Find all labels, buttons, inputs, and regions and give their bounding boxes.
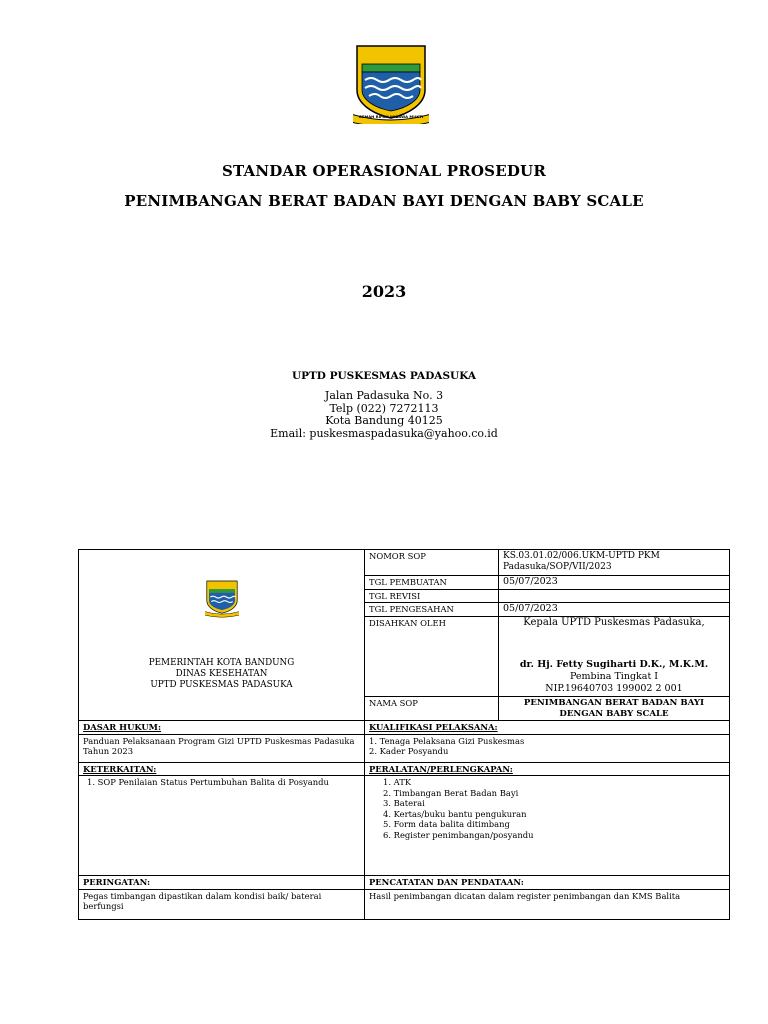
nomor-sop-value: KS.03.01.02/006.UKM-UPTD PKM Padasuka/SOP/VII/2023 <box>499 550 730 576</box>
keterkaitan-text: 1. SOP Penilaian Status Pertumbuhan Balita di Posyandu <box>87 777 329 787</box>
sop-table <box>78 549 730 920</box>
institution-line1: PEMERINTAH KOTA BANDUNG <box>148 658 295 668</box>
tgl-pengesahan-value: 05/07/2023 <box>499 603 730 617</box>
document-title-line1: STANDAR OPERASIONAL PROSEDUR <box>221 162 546 180</box>
list-item: 6. Register penimbangan/posyandu <box>383 829 534 840</box>
list-item: 1. ATK <box>383 777 412 787</box>
tgl-revisi-value <box>499 589 730 603</box>
peralatan-header <box>365 762 730 776</box>
disahkan-label: DISAHKAN OLEH <box>365 616 499 697</box>
institution-cell <box>79 550 365 721</box>
tgl-pembuatan-value: 05/07/2023 <box>499 576 730 590</box>
disahkan-nip: NIP.19640703 199002 2 001 <box>545 683 683 694</box>
peringatan-value: Pegas timbangan dipastikan dalam kondisi baik/ baterai berfungsi <box>79 889 365 919</box>
dasar-hukum-label: DASAR HUKUM: <box>83 722 162 732</box>
peralatan-label: PERALATAN/PERLENGKAPAN: <box>369 763 513 774</box>
address-city: Kota Bandung 40125 <box>325 414 443 427</box>
document-year: 2023 <box>361 282 407 301</box>
tgl-pembuatan-label: TGL PEMBUATAN <box>365 576 499 590</box>
dasar-hukum-value: Panduan Pelaksanaan Program Gizi UPTD Puskesmas Padasuka Tahun 2023 <box>79 734 365 762</box>
nama-sop-label: NAMA SOP <box>365 697 499 721</box>
pencatatan-label: PENCATATAN DAN PENDATAAN: <box>369 877 524 887</box>
address-phone: Telp (022) 7272113 <box>329 401 439 415</box>
list-item: 3. Baterai <box>383 798 425 808</box>
tgl-revisi-label: TGL REVISI <box>365 589 499 603</box>
address-email: Email: puskesmaspadasuka@yahoo.co.id <box>270 426 498 440</box>
institution-line2: DINAS KESEHATAN <box>175 669 268 679</box>
peringatan-header <box>79 876 365 890</box>
keterkaitan-label: KETERKAITAN: <box>83 763 157 774</box>
peralatan-value <box>365 776 730 876</box>
list-item: 2. Kader Posyandu <box>369 746 449 756</box>
list-item: 1. Tenaga Pelaksana Gizi Puskesmas <box>369 735 525 746</box>
organization-name: UPTD PUSKESMAS PADASUKA <box>291 370 477 382</box>
address-block <box>0 390 768 440</box>
nomor-sop-label: NOMOR SOP <box>365 550 499 576</box>
bandung-emblem-small-logo <box>205 576 239 620</box>
kualifikasi-header <box>365 721 730 735</box>
pencatatan-value: Hasil penimbangan dicatan dalam register penimbangan dan KMS Balita <box>365 889 730 919</box>
bandung-emblem-logo <box>353 44 429 124</box>
document-title-line2: PENIMBANGAN BERAT BADAN BAYI DENGAN BABY SCALE <box>124 192 644 210</box>
dasar-hukum-header <box>79 721 365 735</box>
address-street: Jalan Padasuka No. 3 <box>324 389 444 402</box>
disahkan-rank: Pembina Tingkat I <box>569 671 659 682</box>
institution-line3: UPTD PUSKESMAS PADASUKA <box>150 680 293 690</box>
emblem-motto: GEMAH RIPAH WIBAWA MUKTI <box>358 114 424 119</box>
list-item: 4. Kertas/buku bantu pengukuran <box>383 808 527 819</box>
peringatan-label: PERINGATAN: <box>83 877 151 887</box>
disahkan-title: Kepala UPTD Puskesmas Padasuka, <box>523 616 705 628</box>
keterkaitan-header <box>79 762 365 776</box>
pencatatan-header <box>365 876 730 890</box>
kualifikasi-label: KUALIFIKASI PELAKSANA: <box>369 722 498 732</box>
tgl-pengesahan-label: TGL PENGESAHAN <box>365 603 499 617</box>
nama-sop-value: PENIMBANGAN BERAT BADAN BAYI DENGAN BABY SCALE <box>499 697 730 721</box>
disahkan-name: dr. Hj. Fetty Sugiharti D.K., M.K.M. <box>519 659 709 670</box>
list-item: 2. Timbangan Berat Badan Bayi <box>383 787 519 798</box>
kualifikasi-value <box>365 734 730 762</box>
keterkaitan-value <box>79 776 365 876</box>
list-item: 5. Form data balita ditimbang <box>383 819 510 829</box>
disahkan-cell <box>499 616 730 697</box>
